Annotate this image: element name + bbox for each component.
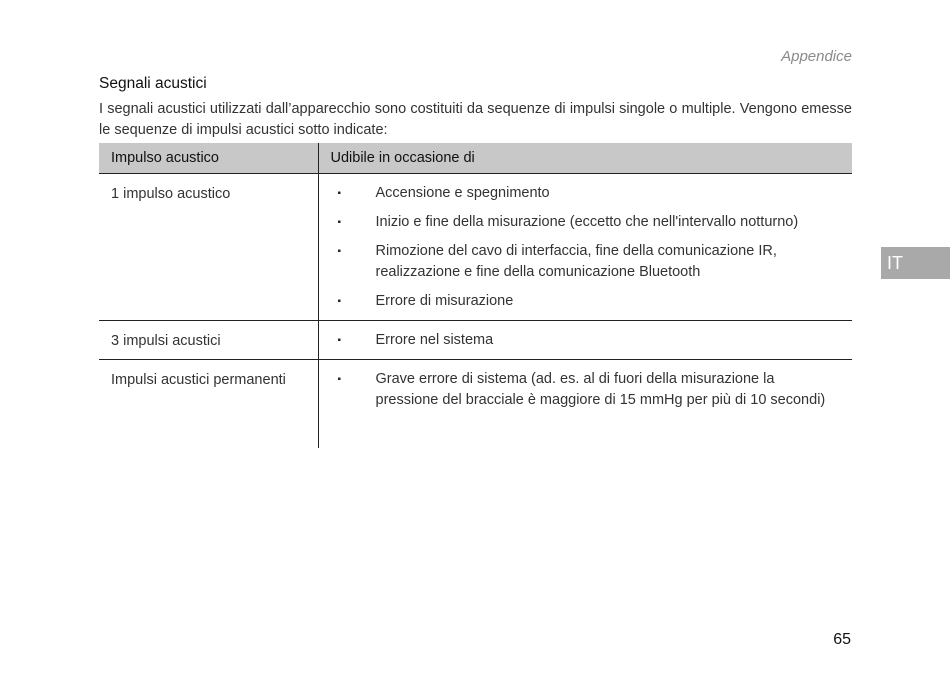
signal-cell: Impulsi acustici permanenti bbox=[99, 360, 318, 449]
column-header-signal: Impulso acustico bbox=[99, 143, 318, 174]
event-text: Rimozione del cavo di interfaccia, fine della comunicazione IR, realizzazione e fine della comunicazione Bluetooth bbox=[375, 243, 777, 280]
table-row bbox=[99, 174, 852, 321]
events-cell bbox=[318, 174, 852, 321]
list-item bbox=[319, 183, 853, 204]
table-header-row bbox=[99, 143, 852, 174]
page-number: 65 bbox=[833, 631, 851, 648]
event-list bbox=[319, 360, 853, 419]
table-row bbox=[99, 360, 852, 449]
list-item bbox=[319, 369, 853, 411]
event-text: Errore nel sistema bbox=[375, 332, 494, 348]
language-tab: IT bbox=[881, 247, 950, 279]
event-list bbox=[319, 321, 853, 359]
signal-cell: 3 impulsi acustici bbox=[99, 321, 318, 360]
list-item bbox=[319, 212, 853, 233]
events-cell bbox=[318, 321, 852, 360]
event-list bbox=[319, 174, 853, 320]
event-text: Errore di misurazione bbox=[375, 293, 514, 309]
intro-paragraph: I segnali acustici utilizzati dall’apparecchio sono costituiti da sequenze di impulsi singole o multiple. Vengono emesse le sequenze di impulsi acustici sotto indicate: bbox=[99, 101, 852, 138]
running-header: Appendice bbox=[781, 48, 852, 65]
table-row bbox=[99, 321, 852, 360]
list-item bbox=[319, 330, 853, 351]
bullet-icon: ▪ bbox=[337, 374, 342, 385]
bullet-icon: ▪ bbox=[337, 296, 342, 307]
section-title: Segnali acustici bbox=[99, 75, 207, 92]
bullet-icon: ▪ bbox=[337, 246, 342, 257]
list-item bbox=[319, 291, 853, 312]
list-item bbox=[319, 241, 853, 283]
bullet-icon: ▪ bbox=[337, 335, 342, 346]
column-header-occasion: Udibile in occasione di bbox=[318, 143, 852, 174]
signal-cell: 1 impulso acustico bbox=[99, 174, 318, 321]
events-cell bbox=[318, 360, 852, 449]
bullet-icon: ▪ bbox=[337, 217, 342, 228]
event-text: Grave errore di sistema (ad. es. al di fuori della misurazione la pressione del bracciale è maggiore di 15 mmHg per più di 10 secondi) bbox=[375, 371, 826, 408]
event-text: Inizio e fine della misurazione (eccetto che nell'intervallo notturno) bbox=[375, 214, 799, 230]
acoustic-signals-table bbox=[99, 143, 852, 448]
event-text: Accensione e spegnimento bbox=[375, 185, 550, 201]
bullet-icon: ▪ bbox=[337, 188, 342, 199]
